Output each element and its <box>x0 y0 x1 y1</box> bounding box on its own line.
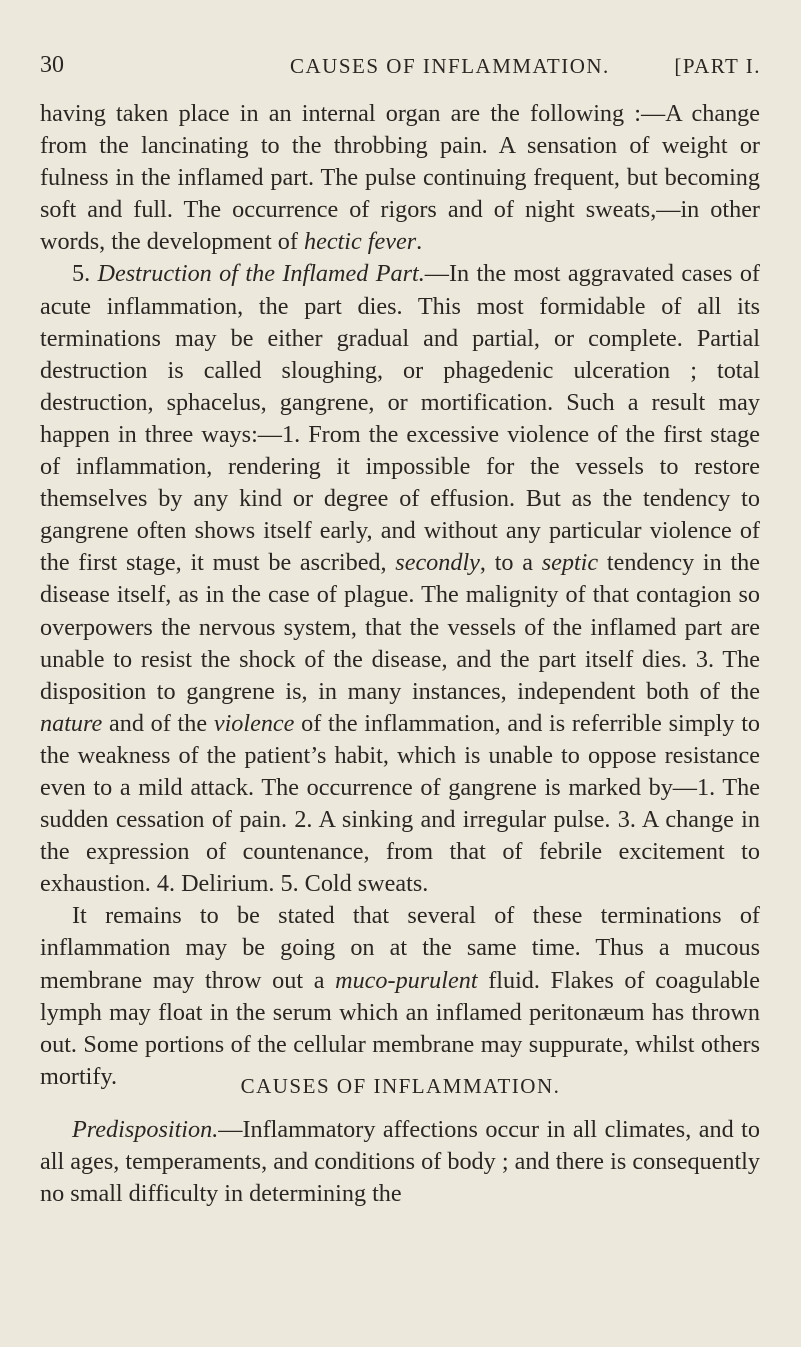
text-run: It remains to be stated that several of these terminations of inflammation may be going on at the same time. Thus a mucous membrane may throw out a <box>40 902 760 994</box>
running-title: CAUSES OF INFLAMMATION. <box>290 54 610 78</box>
body-text <box>40 98 760 1093</box>
text-run: . <box>416 228 423 256</box>
italic-run: muco-purulent <box>335 966 478 994</box>
paragraph-terminations <box>40 900 760 1093</box>
text-run: tendency in the disease itself, as in the case of plague. The malignity of that contagion so overpowers the nervous system, that the vessels of the inflamed part are unable to resist the shock of the disease, and the part itself dies. 3. The disposition to gangrene is, in many instances, independent both of the <box>40 549 760 705</box>
section-body-text <box>40 1114 760 1210</box>
italic-run: hectic fever <box>303 228 417 256</box>
text-run: having taken place in an internal organ are the following :—A change from the lancinating to the throbbing pain. A sensation of weight or fulness in the inflamed part. The pulse continuing frequent, but becoming soft and full. The occurrence of rigors and of night sweats,—in other words, the development of <box>40 100 760 256</box>
italic-run: septic <box>541 549 599 577</box>
text-run: fluid. Flakes of coagulable lymph may float in the serum which an inflamed peritonæum has thrown out. Some portions of the cellular membrane may suppurate, whilst others mortify. <box>40 966 760 1090</box>
italic-run: secondly <box>395 549 480 577</box>
subheading-italic: Predisposition. <box>72 1116 219 1143</box>
page-number: 30 <box>40 52 64 78</box>
text-run: —Inflammatory affections occur in all climates, and to all ages, temperaments, and conditions of body ; and there is consequently no small difficulty in determining the <box>40 1116 760 1208</box>
subheading-italic: Destruction of the Inflamed Part. <box>97 260 425 288</box>
text-run: and of the <box>102 709 214 737</box>
section-heading: CAUSES OF INFLAMMATION. <box>240 1074 561 1098</box>
paragraph-destruction <box>40 258 760 900</box>
italic-run: violence <box>213 709 295 737</box>
paragraph-continuation <box>40 98 760 258</box>
page-header <box>40 52 761 84</box>
text-run: 5. <box>72 260 98 288</box>
text-run: of the inflammation, and is referrible simply to the weakness of the patient’s habit, which is unable to oppose resistance even to a mild attack. The occurrence of gangrene is marked by—1. The sudden cessation of pain. 2. A sinking and irregular pulse. 3. A change in the expression of countenance, from that of febrile excitement to exhaustion. 4. Delirium. 5. Cold sweats. <box>40 709 761 898</box>
text-run: , to a <box>479 549 542 577</box>
paragraph-predisposition <box>40 1114 760 1210</box>
part-label: [PART I. <box>674 54 761 78</box>
italic-run: nature <box>40 709 103 737</box>
text-run: —In the most aggravated cases of acute inflammation, the part dies. This most formidable of all its terminations may be either gradual and partial, or complete. Partial destruction is called sloughing, or phagedenic ulceration ; total destruction, sphacelus, gangrene, or mortification. Such a result may happen in three ways:—1. From the excessive violence of the first stage of inflammation, rendering it impossible for the vessels to restore themselves by any kind or degree of effusion. But as the tendency to gangrene often shows itself early, and without any particular violence of the first stage, it must be ascribed, <box>40 260 760 577</box>
